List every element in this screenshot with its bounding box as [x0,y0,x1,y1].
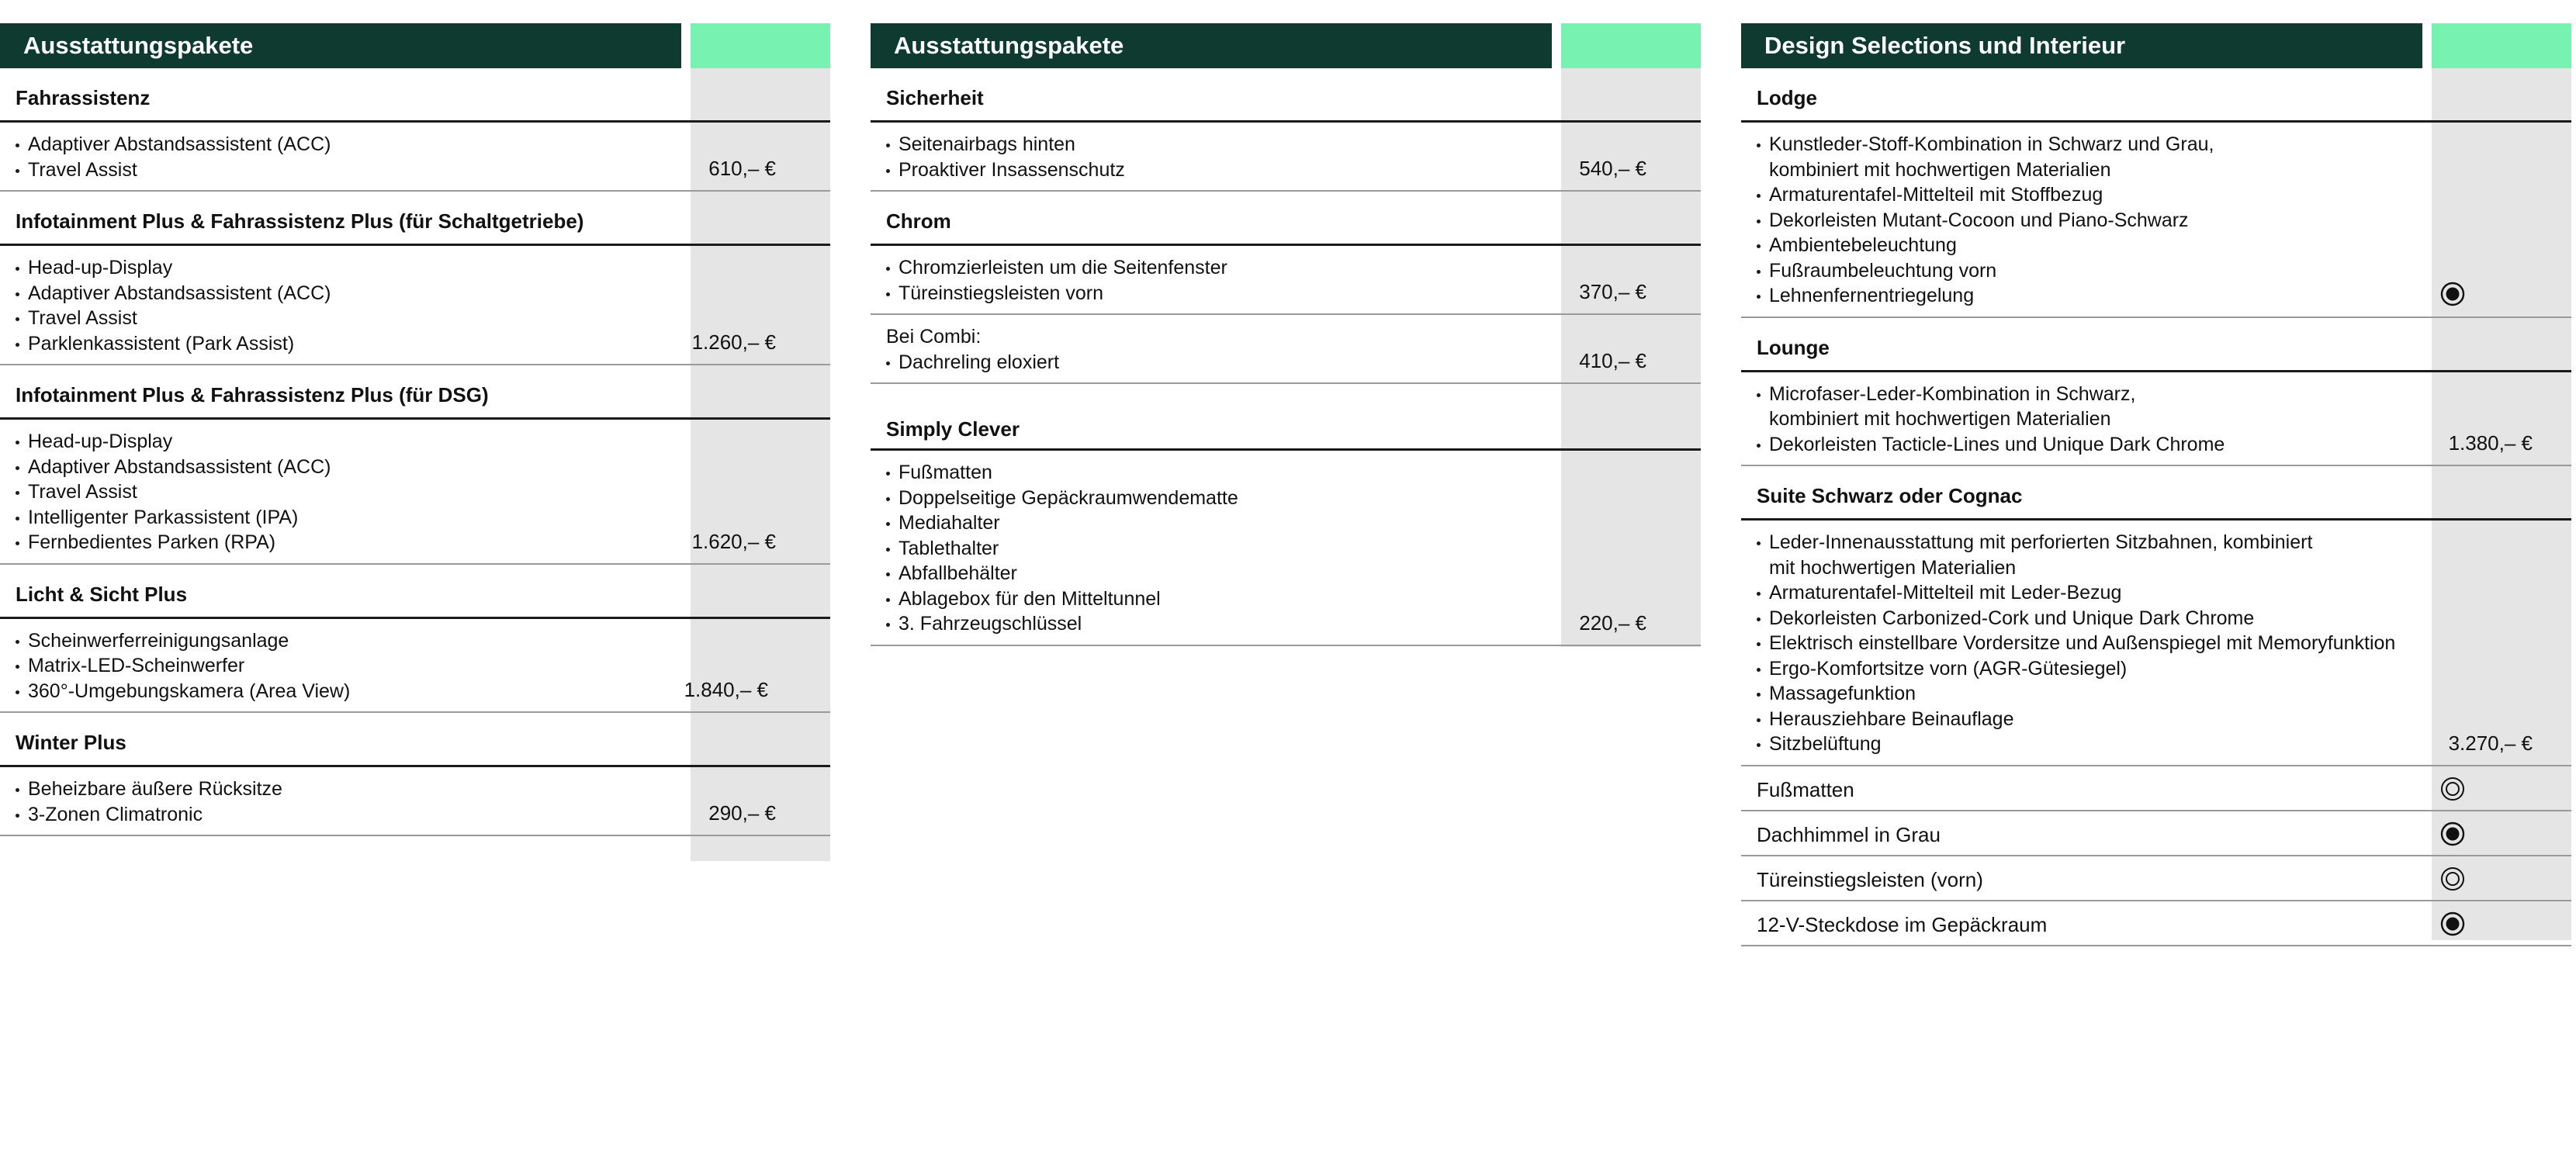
package-price: 1.620,– € [691,529,776,553]
option-row-dachhimmel [1741,811,2571,856]
list-item: Türeinstiegsleisten vorn [886,281,1701,306]
list-item: Proaktiver Insassenschutz [886,157,1701,183]
price-column-header [2432,23,2571,68]
package-price: 610,– € [708,157,776,180]
design-lounge [1741,318,2571,467]
section-items [871,123,1701,192]
package-licht-sicht-plus [0,565,830,714]
list-item: Chromzierleisten um die Seitenfenster [886,255,1701,281]
package-infotainment-schaltgetriebe [0,192,830,365]
section-title: Chrom [871,192,1701,246]
option-label: Dachhimmel in Grau [1757,822,1941,846]
list-item: Adaptiver Abstandsassistent (ACC) [16,281,830,306]
package-sicherheit [871,68,1701,192]
section-note: Bei Combi: [886,326,982,348]
list-item: Leder-Innenausstattung mit perforierten Sitzbahnen, kombiniert [1757,530,2571,555]
column-title: Ausstattungspakete [871,23,1552,68]
list-item: Mediahalter [886,510,1701,536]
section-title: Suite Schwarz oder Cognac [1741,466,2571,521]
list-item: 3. Fahrzeugschlüssel [886,611,1701,637]
section-items [0,767,830,836]
price-column-header [691,23,830,68]
optional-equipment-icon [2439,776,2466,802]
list-item: 3-Zonen Climatronic [16,802,830,828]
list-item: Massagefunktion [1757,681,2571,707]
list-item: Abfallbehälter [886,561,1701,586]
section-items [871,315,1701,384]
package-price: 1.380,– € [2448,431,2533,455]
list-item: Fußraumbeleuchtung vorn [1757,258,2571,284]
section-items [0,420,830,565]
list-item-continued: kombiniert mit hochwertigen Materialien [1769,158,2111,181]
price-column-header [1561,23,1701,68]
packages-column-2 [871,23,1701,646]
section-items [1741,521,2571,766]
list-item: Ambientebeleuchtung [1757,233,2571,258]
section-title: Infotainment Plus & Fahrassistenz Plus (für Schaltgetriebe) [0,192,830,246]
list-item: Intelligenter Parkassistent (IPA) [16,505,830,531]
package-price: 290,– € [708,801,776,825]
column-header [0,23,830,68]
option-row-fussmatten [1741,766,2571,811]
package-price: 3.270,– € [2448,731,2533,755]
list-item: Matrix-LED-Scheinwerfer [16,653,830,679]
list-item: Parklenkassistent (Park Assist) [16,331,830,357]
section-title: Lodge [1741,68,2571,123]
optional-equipment-icon [2439,866,2466,892]
section-items [1741,123,2571,318]
list-item: Ergo-Komfortsitze vorn (AGR-Gütesiegel) [1757,656,2571,682]
section-items [0,619,830,714]
package-dachreling [871,315,1701,384]
package-fahrassistenz [0,68,830,192]
package-chrom [871,192,1701,315]
list-item: Herausziehbare Beinauflage [1757,707,2571,732]
list-item: Ablagebox für den Mitteltunnel [886,586,1701,612]
package-price: 1.260,– € [691,330,776,354]
package-winter-plus [0,713,830,836]
option-label: Türeinstiegsleisten (vorn) [1757,867,1983,891]
design-lodge [1741,68,2571,318]
list-item: Seitenairbags hinten [886,132,1701,157]
list-item-continued: kombiniert mit hochwertigen Materialien [1769,408,2111,430]
list-item: Fußmatten [886,460,1701,486]
list-item: Dekorleisten Tacticle-Lines und Unique Dark Chrome [1757,432,2571,458]
package-infotainment-dsg [0,365,830,565]
packages-column-1 [0,23,830,836]
list-item: Armaturentafel-Mittelteil mit Leder-Bezug [1757,580,2571,606]
list-item: Head-up-Display [16,255,830,281]
section-title: Lounge [1741,318,2571,372]
standard-equipment-icon [2439,911,2466,937]
list-item: Armaturentafel-Mittelteil mit Stoffbezug [1757,182,2571,208]
design-selections-column [1741,23,2571,946]
package-price: 410,– € [1579,349,1646,372]
standard-equipment-icon [2439,281,2466,307]
section-items [871,451,1701,646]
section-title: Sicherheit [871,68,1701,123]
list-item: Dekorleisten Mutant-Cocoon und Piano-Schwarz [1757,208,2571,233]
list-item: Travel Assist [16,157,830,183]
section-title: Licht & Sicht Plus [0,565,830,619]
design-suite [1741,466,2571,766]
list-item: Lehnenfernentriegelung [1757,283,2571,309]
list-item: Scheinwerferreinigungsanlage [16,628,830,654]
list-item: Microfaser-Leder-Kombination in Schwarz, [1757,382,2571,407]
list-item: Head-up-Display [16,429,830,455]
section-items [0,123,830,192]
package-price: 1.840,– € [684,678,768,701]
list-item: Adaptiver Abstandsassistent (ACC) [16,132,830,157]
option-row-tuereinstiegsleisten [1741,856,2571,901]
list-item: Travel Assist [16,306,830,331]
list-item: Fernbedientes Parken (RPA) [16,530,830,555]
list-item: Tablethalter [886,536,1701,562]
section-title: Infotainment Plus & Fahrassistenz Plus (für DSG) [0,365,830,420]
section-title: Winter Plus [0,713,830,767]
column-header [1741,23,2571,68]
list-item: Sitzbelüftung [1757,732,2571,757]
column-title: Design Selections und Interieur [1741,23,2422,68]
list-item: Beheizbare äußere Rücksitze [16,777,830,802]
section-items [1741,372,2571,467]
option-label: Fußmatten [1757,777,1854,801]
package-simply-clever [871,404,1701,646]
list-item-continued: mit hochwertigen Materialien [1769,556,2017,579]
section-items [871,246,1701,315]
list-item: Dachreling eloxiert [886,350,1701,375]
section-items [0,246,830,365]
package-price: 540,– € [1579,157,1646,180]
list-item: Adaptiver Abstandsassistent (ACC) [16,455,830,480]
list-item: Elektrisch einstellbare Vordersitze und Außenspiegel mit Memoryfunktion [1757,631,2571,656]
package-price: 370,– € [1579,280,1646,303]
column-title: Ausstattungspakete [0,23,681,68]
section-title: Simply Clever [871,404,1701,451]
list-item: Travel Assist [16,479,830,505]
list-item: 360°-Umgebungskamera (Area View) [16,679,830,704]
standard-equipment-icon [2439,821,2466,847]
list-item: Dekorleisten Carbonized-Cork und Unique Dark Chrome [1757,606,2571,631]
column-header [871,23,1701,68]
list-item: Doppelseitige Gepäckraumwendematte [886,486,1701,511]
option-label: 12-V-Steckdose im Gepäckraum [1757,912,2048,936]
section-title: Fahrassistenz [0,68,830,123]
list-item: Kunstleder-Stoff-Kombination in Schwarz und Grau, [1757,132,2571,157]
package-price: 220,– € [1579,610,1646,635]
option-row-steckdose [1741,901,2571,946]
